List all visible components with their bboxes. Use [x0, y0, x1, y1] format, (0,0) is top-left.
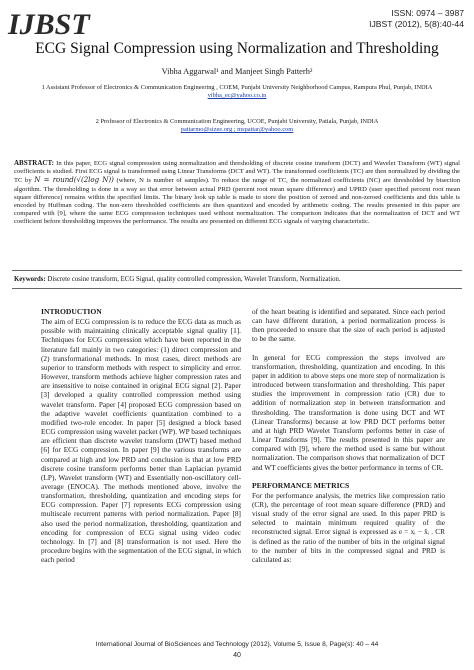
affiliation-2: [20, 118, 454, 134]
keywords-label: Keywords:: [14, 276, 46, 283]
affiliation-1-text: 1 Assistant Professor of Electronics & Communication Engineering , COEM, Punjabi University Neighborhood Campus, Rampura Phul, Punjab, INDIA: [41, 84, 433, 91]
performance-metrics-heading: PERFORMANCE METRICS: [252, 480, 350, 490]
performance-metrics-paragraph: For the performance analysis, the metrics like compression ratio (CR), the percentage of root mean square difference (PRD) and visual study of the error signal are used. In this paper PRD is selected to maintain minimum required quality of the reconstructed signal. Error signal is expressed as e = xᵢ − x̂ᵢ . CR is defined as the ratio of the number of bits in the original signal to the number of bits in the compressed signal and PRD is calculated as:: [252, 490, 445, 564]
keywords-top-rule: [12, 270, 462, 271]
introduction-heading: INTRODUCTION: [41, 307, 102, 316]
left-column: [41, 307, 241, 573]
introduction-paragraph: The aim of ECG compression is to reduce the ECG data as much as possible with maintaining clinically acceptable signal quality [1]. Techniques for ECG compression which have been reported in the literature fall mainly in two categories: (1) direct compression and (2) transformational methods. In most cases, direct methods are superior to transform methods with respect to simplicity and error. However, transform methods achieve higher compression rates and are insensitive to noise contained in original ECG signal [2]. Paper [3] developed a quality controlled compression method using wavelet transform. Paper [4] proposed ECG compression based on the adaptive wavelet coefficients quantization combined to a modified two-role encoder. In paper [5] designed a block based ECG compression using wavelet packet (WP). WP based techniques are efficient than discrete wavelet transform (DWT) based method [6] for ECG compression. In paper [9] the various transforms are compared at high and low PRD and conclusion is that at low PRD discrete cosine transform performs better than Laplacian pyramid (LP), Wavelet transform (WT) and Essentially non-oscillatory cell-average (ENOCA). The methods mentioned above, involve the transformation, thresholding, quantization and encoding steps for ECG compression. Paper [7] represents ECG compression using multiscale recurrent patterns with period normalization. Paper [8] also used the period normalization, thresholding, quantization and encoding for compression of ECG signal using video codec technology. In [7] and [8] transformation is not used. Here the procedure begins with the segmentation of the ECG signal, in which each period: [41, 317, 241, 565]
keywords-text: Discrete cosine transform, ECG Signal, quality controlled compression, Wavelet Transform, Normalization.: [47, 276, 341, 283]
page-footer: International Journal of BioSciences and Technology (2012), Volume 5, Issue 8, Page(s): 40 – 44: [95, 641, 379, 648]
paper-authors: Vibha Aggarwal¹ and Manjeet Singh Patterh²: [161, 67, 313, 76]
abstract-text-a: In this paper, ECG signal compression using normalization and thresholding of discrete cosine transform (DCT) and Wavelet Transform (WT) signal coefficients is studied. First ECG signal is transformed using Linear Transforms (DCT and WT). The transformed coefficients (TC) are then normalized by dividing the TC by: [14, 160, 460, 185]
email-2-link[interactable]: pattarmo@sizee.org ; mspattar@yahoo.com: [180, 126, 294, 134]
abstract-label: ABSTRACT:: [14, 159, 54, 167]
paper-title: ECG Signal Compression using Normalization and Thresholding: [35, 40, 439, 57]
page-number: 40: [233, 652, 241, 659]
keywords-bottom-rule: [12, 288, 462, 289]
journal-issn-block: [369, 8, 464, 30]
right-column: [252, 307, 445, 573]
citation-line: IJBST (2012), 5(8):40-44: [369, 19, 464, 29]
journal-logo: IJBST: [8, 8, 90, 41]
abstract-block: [14, 159, 460, 227]
right-paragraph-1: of the heart beating is identified and separated. Since each period can have different duration, a period normalization process is then proceeded to ensure that the size of each period is adjusted to be the same.: [252, 307, 445, 344]
abstract-text-b: (where, N is number of samples). To reduce the range of TC, the normalized coefficients (NC) are thresholded by bisection algorithm. The thresholding is done in a way so that error between actual PRD (percent root mean square difference) and UPRD (user specified percent root mean square difference) remains within the specified limits. The binary look up table is made to store the position of zeroed and non-zeroed coefficients and this table is encoded by Huffman coding. The non-zero thresholded coefficients are then quantized and encoded by arithmetic coding. The results presented in this paper are compared with [9], where the same ECG compression techniques used without normalization. The comparison indicates that the normalization of DCT and WT coefficient before thresholding improves the performance. The results are presented on different ECG signals of varying characteristic.: [14, 177, 460, 226]
issn-line: ISSN: 0974 – 3987: [391, 8, 464, 18]
right-paragraph-2: In general for ECG compression the steps involved are transformation, thresholding, quantization and encoding. In this paper in addition to above steps one more step of normalization is introduced between transformation and thresholding. This paper studies the improvement in compression ratio (CR) due to addition of normalization step in between transformation and thresholding. The transformation is done using DCT and WT (Linear Transforms) because at low PRD DCT performs better and at high PRD Wavelet Transform performs better in case of Linear Transforms [9]. The results presented in this paper are compared with [9], where the method used is same but without normalization. The comparison shows that normalization of DCT and WT coefficients gives the better performance in terms of CR.: [252, 352, 445, 472]
email-1-link[interactable]: vibha_ec@yahoo.co.in: [207, 92, 267, 100]
keywords-block: [14, 276, 460, 284]
abstract-formula: N = round(√(2log N)): [34, 176, 114, 185]
affiliation-1: [20, 84, 454, 100]
affiliation-2-text: 2 Professor of Electronics & Communication Engineering, UCOE, Punjabi University, Patiala, Punjab, INDIA: [95, 118, 379, 125]
